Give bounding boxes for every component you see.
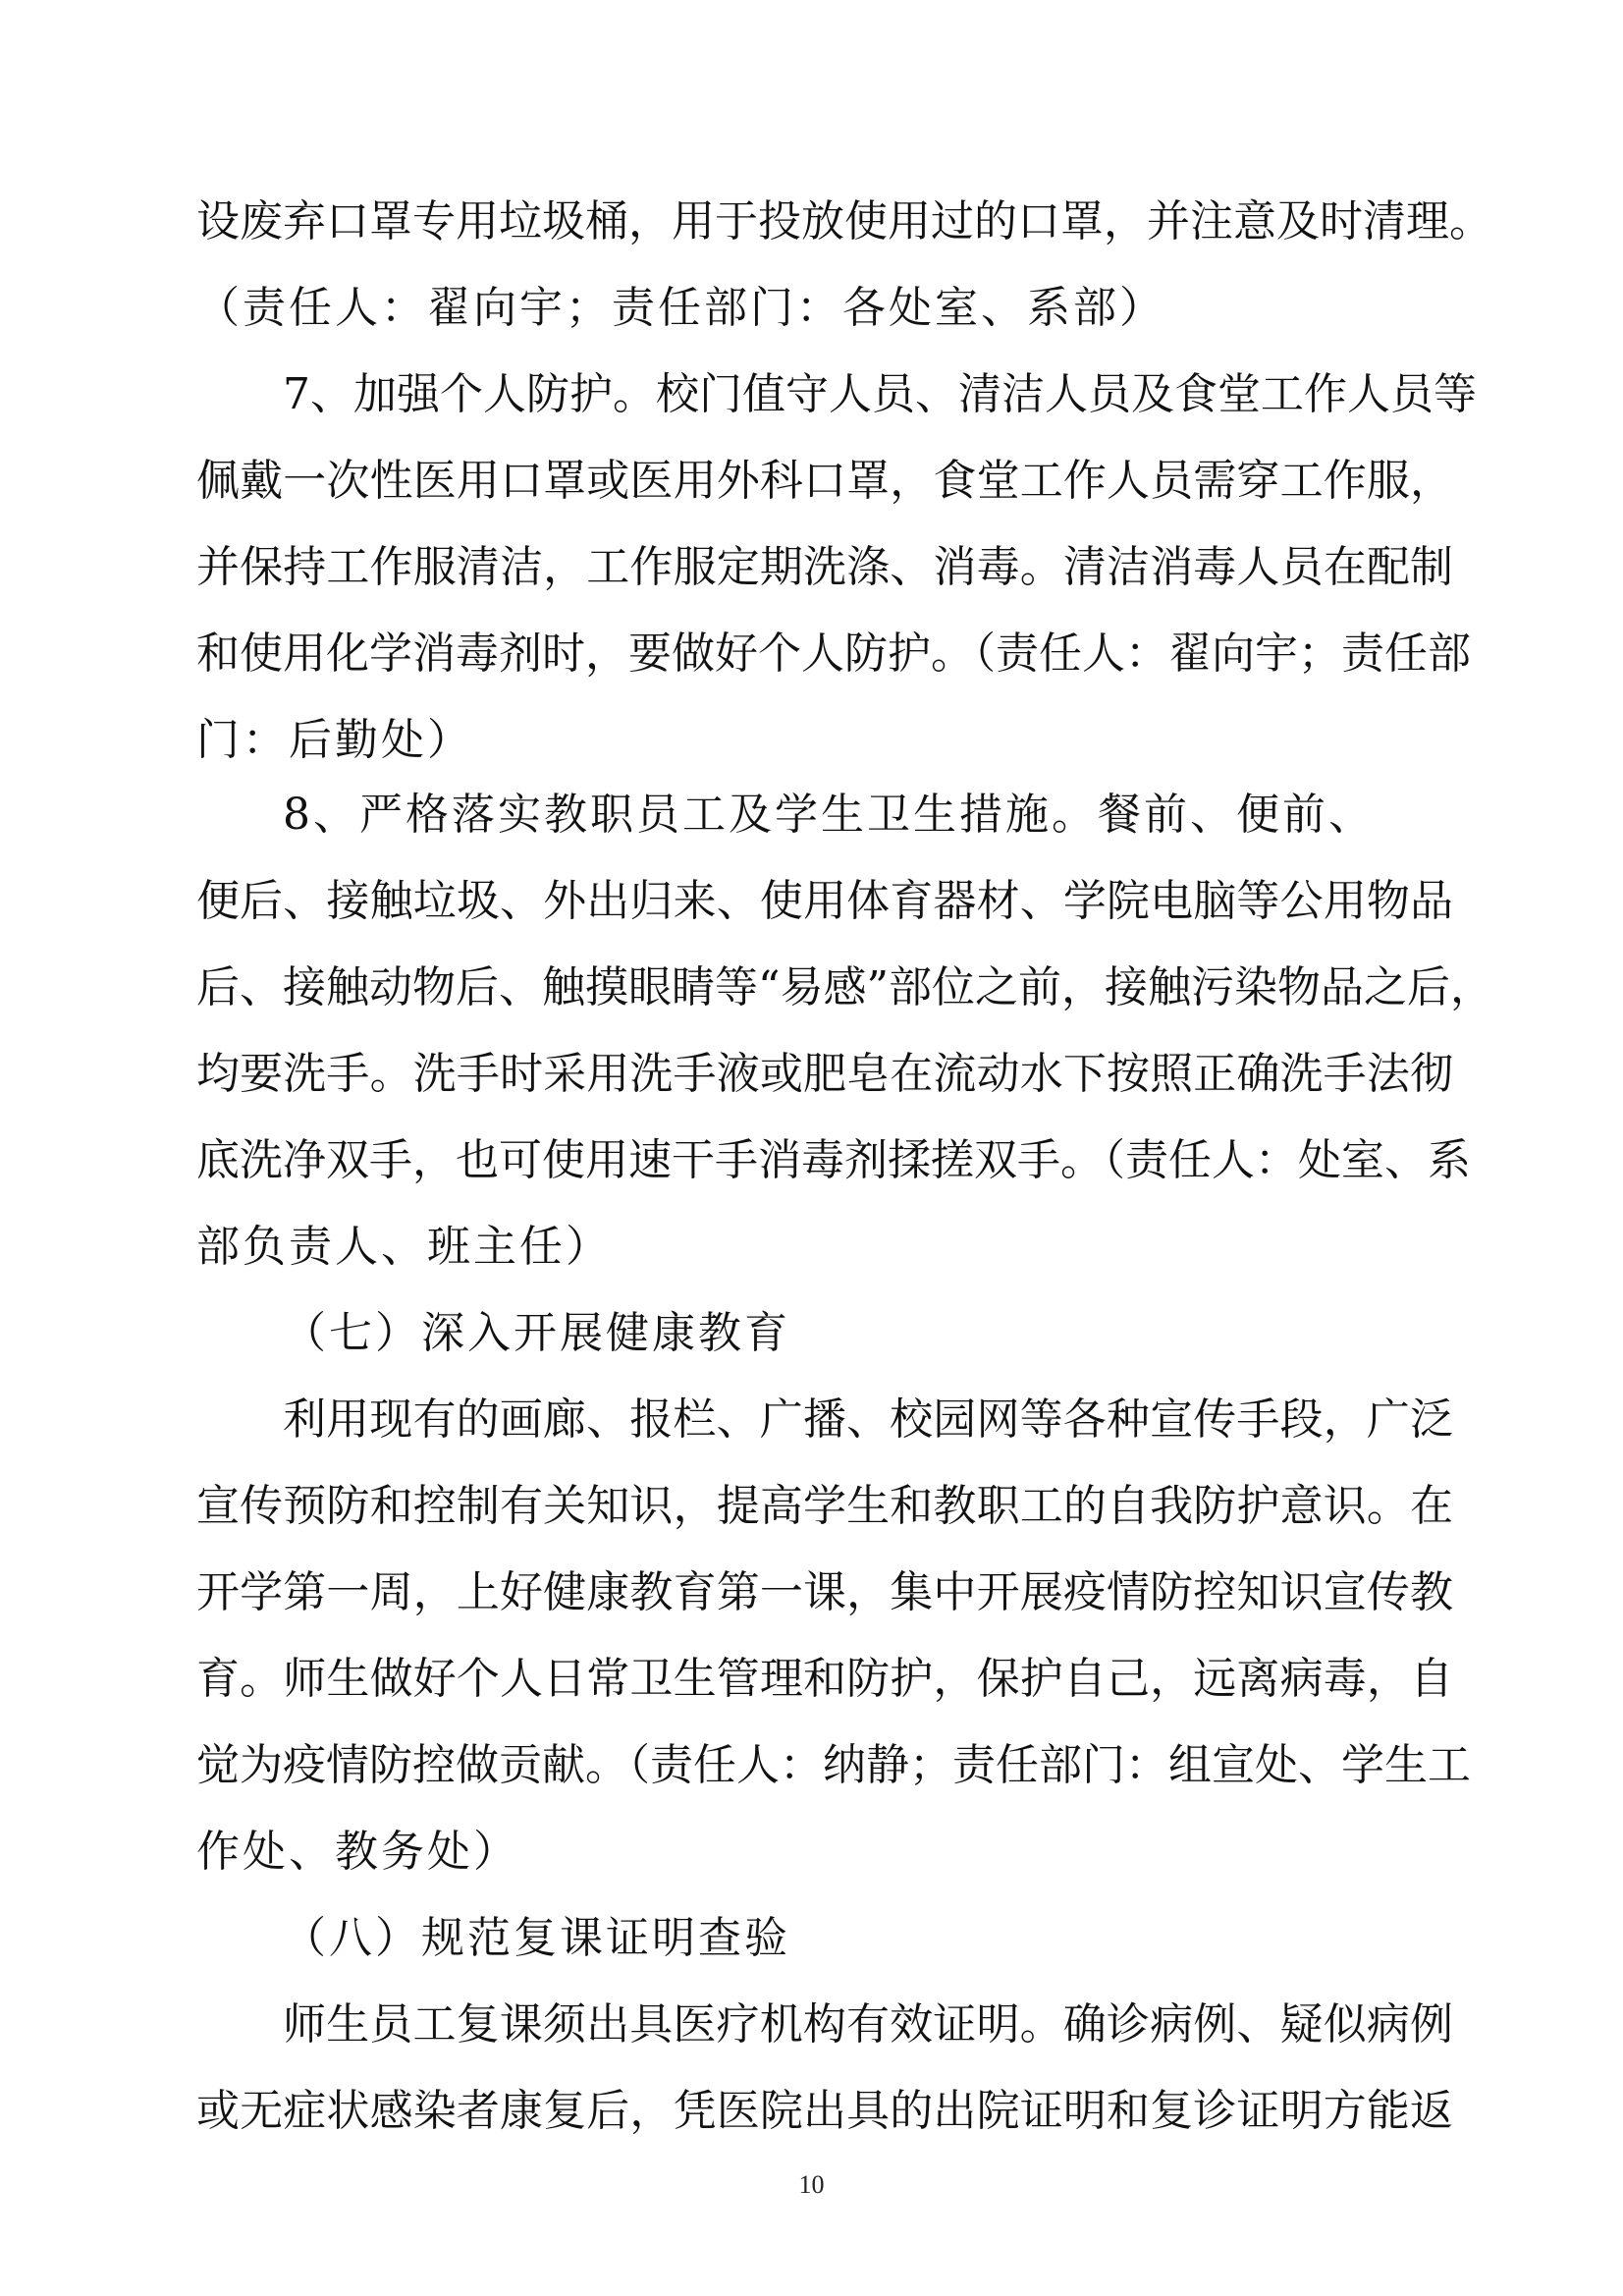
text-line: 或无症状感染者康复后，凭医院出具的出院证明和复诊证明方能返 [196, 2086, 1453, 2136]
text-line: 利用现有的画廊、报栏、广播、校园网等各种宣传手段，广泛 [283, 1394, 1453, 1445]
text-line: 门：后勤处） [196, 715, 473, 765]
text-line: 7、加强个人防护。校门值守人员、清洁人员及食堂工作人员等 [283, 369, 1477, 419]
text-line: （责任人：翟向宇；责任部门：各处室、系部） [196, 283, 1165, 333]
text-line: 后、接触动物后、触摸眼睛等“易感”部位之前，接触污染物品之后， [196, 962, 1493, 1012]
page-number: 10 [798, 2170, 825, 2199]
text-line: 佩戴一次性医用口罩或医用外科口罩，食堂工作人员需穿工作服， [196, 456, 1453, 506]
text-line: 并保持工作服清洁，工作服定期洗涤、消毒。清洁消毒人员在配制 [196, 542, 1453, 592]
text-line: 宣传预防和控制有关知识，提高学生和教职工的自我防护意识。在 [196, 1481, 1453, 1531]
text-line: 均要洗手。洗手时采用洗手液或肥皂在流动水下按照正确洗手法彻 [196, 1049, 1453, 1099]
text-line: 设废弃口罩专用垃圾桶，用于投放使用过的口罩，并注意及时清理。 [196, 196, 1492, 246]
text-line: 部负责人、班主任） [196, 1222, 612, 1272]
text-line: 便后、接触垃圾、外出归来、使用体育器材、学院电脑等公用物品 [196, 876, 1453, 926]
text-line: 开学第一周，上好健康教育第一课，集中开展疫情防控知识宣传教 [196, 1567, 1453, 1617]
text-line: 师生员工复课须出具医疗机构有效证明。确诊病例、疑似病例 [283, 1999, 1453, 2050]
section-heading: （七）深入开展健康教育 [283, 1308, 790, 1358]
text-line: 觉为疫情防控做贡献。（责任人：纳静；责任部门：组宣处、学生工 [196, 1740, 1471, 1790]
text-line: 和使用化学消毒剂时，要做好个人防护。（责任人：翟向宇；责任部 [196, 629, 1471, 679]
text-line: 底洗净双手，也可使用速干手消毒剂揉搓双手。（责任人：处室、系 [196, 1135, 1471, 1185]
section-heading: （八）规范复课证明查验 [283, 1913, 790, 1963]
text-line: 育。师生做好个人日常卫生管理和防护，保护自己，远离病毒，自 [196, 1654, 1453, 1704]
text-line: 8、严格落实教职员工及学生卫生措施。餐前、便前、 [283, 790, 1375, 840]
text-line: 作处、教务处） [196, 1827, 519, 1877]
